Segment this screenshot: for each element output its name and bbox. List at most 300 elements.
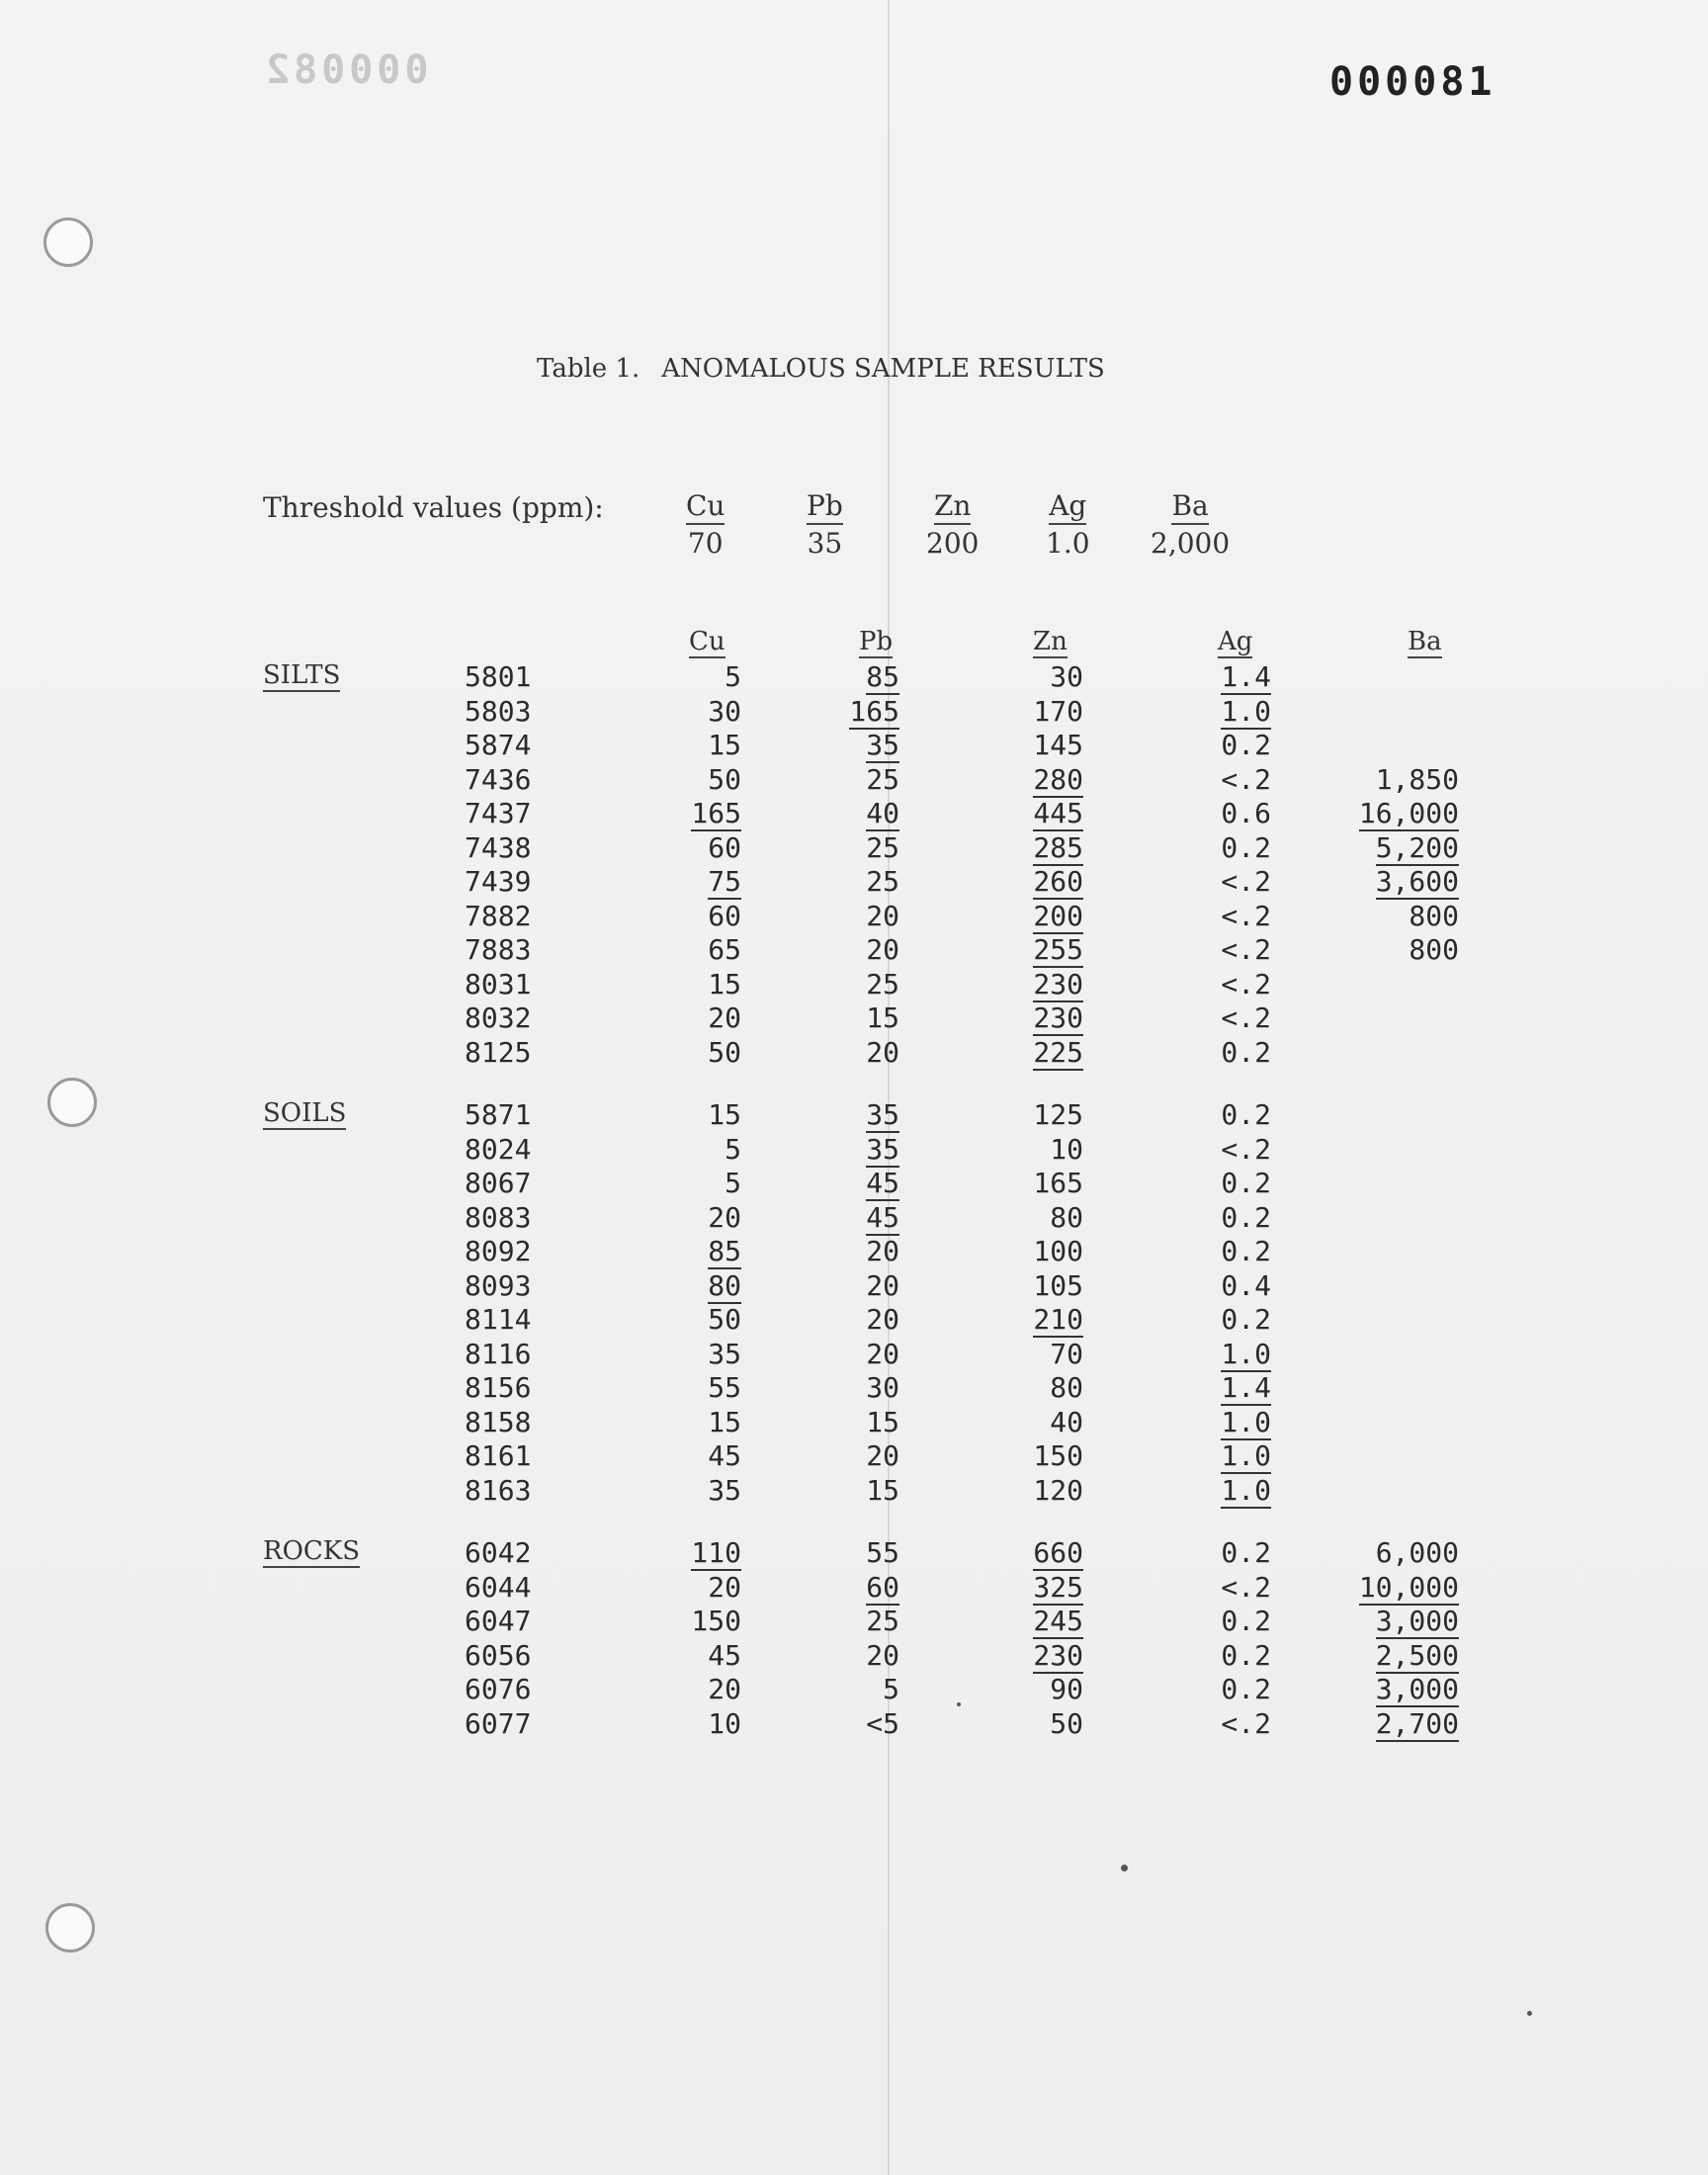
value-text: <.2 [1221,899,1271,932]
sample-id: 8161 [465,1439,532,1472]
value-ag [1166,729,1271,762]
value-text: 230 [1033,1001,1083,1034]
value-text: 20 [708,1673,741,1705]
table-row [0,1201,1708,1235]
value-cu [633,1536,741,1570]
value-zn [979,1439,1083,1473]
value-text: 16,000 [1358,797,1459,829]
value-pb [771,1639,899,1673]
value-pb [771,1235,899,1268]
value-pb [771,1406,899,1439]
value-text: 230 [1033,1638,1083,1672]
value-text: 45 [708,1439,741,1472]
value-pb [771,763,899,797]
sample-id: 7882 [465,899,532,932]
value-text: 60 [708,830,741,864]
value-ag [1166,1036,1271,1070]
value-text: 2,700 [1375,1706,1459,1740]
value-text: 20 [866,1035,899,1069]
value-ag [1166,865,1271,899]
value-ba [1324,1639,1459,1673]
value-pb [771,1536,899,1570]
table-row [0,1707,1708,1741]
threshold-value: 1.0 [1046,527,1090,560]
value-zn [979,1474,1083,1508]
sample-id: 7883 [465,933,532,966]
value-text: 0.2 [1221,729,1271,761]
table-row [0,1133,1708,1167]
value-text: 165 [1033,1167,1083,1199]
value-ag [1166,1303,1271,1337]
value-text: 50 [708,1035,741,1069]
punch-hole-top [43,218,93,267]
value-pb [771,695,899,729]
value-cu [633,933,741,967]
value-text: 5 [883,1673,899,1705]
value-pb [771,1133,899,1167]
table-row [0,1673,1708,1706]
value-cu [633,729,741,762]
value-text: 35 [866,1098,899,1131]
value-zn [979,660,1083,694]
sample-id: 8093 [465,1268,532,1302]
table-row [0,1474,1708,1508]
value-text: 20 [708,1200,741,1234]
value-ag [1166,1605,1271,1638]
value-cu [633,1303,741,1337]
value-ba [1324,763,1459,797]
value-text: 2,500 [1375,1638,1459,1672]
value-pb [771,1098,899,1132]
value-ag [1166,1639,1271,1673]
sample-id: 7438 [465,830,532,864]
value-zn [979,1707,1083,1741]
value-ag [1166,1098,1271,1132]
punch-hole-bottom [45,1903,95,1953]
value-text: <.2 [1221,762,1271,796]
table-caption: ANOMALOUS SAMPLE RESULTS [661,354,1105,384]
value-text: 30 [866,1371,899,1404]
sample-id: 8114 [465,1303,532,1336]
value-zn [979,1673,1083,1706]
sample-id: 6042 [465,1536,532,1569]
value-cu [633,900,741,933]
value-text: 110 [691,1536,741,1569]
value-text: <.2 [1221,933,1271,966]
value-zn [979,1235,1083,1268]
value-text: 15 [708,967,741,1000]
value-text: 85 [708,1235,741,1267]
value-text: 105 [1033,1268,1083,1302]
value-pb [771,968,899,1001]
value-zn [979,1098,1083,1132]
value-text: 80 [1050,1371,1083,1404]
value-pb [771,1036,899,1070]
value-pb [771,1707,899,1741]
value-text: 80 [708,1268,741,1302]
value-text: 0.2 [1221,1200,1271,1234]
value-text: 35 [708,1337,741,1370]
value-zn [979,968,1083,1001]
value-text: 15 [708,729,741,761]
value-text: <.2 [1221,1706,1271,1740]
value-text: 170 [1033,694,1083,728]
value-cu [633,1036,741,1070]
value-cu [633,660,741,694]
value-text: 0.2 [1221,1167,1271,1199]
value-ag [1166,1536,1271,1570]
value-ag [1166,1707,1271,1741]
value-ag [1166,1439,1271,1473]
sample-id: 5871 [465,1098,532,1131]
value-ag [1166,1474,1271,1508]
value-text: 25 [866,762,899,796]
value-text: 20 [866,1235,899,1267]
value-ba [1324,797,1459,830]
value-ag [1166,1406,1271,1439]
value-pb [771,1167,899,1200]
value-text: 0.2 [1221,1303,1271,1336]
value-ba [1324,900,1459,933]
sample-id: 8032 [465,1001,532,1034]
section-label-rocks: ROCKS [263,1536,361,1566]
value-text: 35 [708,1473,741,1507]
value-text: 50 [1050,1706,1083,1740]
value-text: 0.6 [1221,797,1271,829]
value-zn [979,1605,1083,1638]
value-text: 45 [866,1167,899,1199]
value-ag [1166,933,1271,967]
table-row [0,1303,1708,1337]
value-text: 15 [708,1098,741,1131]
value-pb [771,797,899,830]
table-row [0,1439,1708,1473]
table-row [0,968,1708,1001]
column-header-pb: Pb [859,627,894,656]
value-text: 50 [708,1303,741,1336]
value-text: 1.0 [1221,694,1271,728]
sample-id: 8092 [465,1235,532,1267]
table-row [0,865,1708,899]
value-cu [633,865,741,899]
value-text: <.2 [1221,1001,1271,1034]
value-zn [979,763,1083,797]
value-text: 80 [1050,1200,1083,1234]
value-ag [1166,797,1271,830]
table-title [537,354,1105,384]
table-row [0,1167,1708,1200]
value-ag [1166,900,1271,933]
sample-id: 6047 [465,1605,532,1637]
value-text: <.2 [1221,1570,1271,1604]
dust-speck [1121,1865,1128,1871]
value-text: 30 [708,694,741,728]
value-ag [1166,1673,1271,1706]
sample-id: 5874 [465,729,532,761]
value-text: 325 [1033,1570,1083,1604]
value-ba [1324,1605,1459,1638]
table-row [0,1098,1708,1132]
value-text: 230 [1033,967,1083,1000]
value-text: 55 [866,1536,899,1569]
value-ag [1166,968,1271,1001]
value-text: 660 [1033,1536,1083,1569]
value-zn [979,1406,1083,1439]
value-zn [979,729,1083,762]
table-row [0,1001,1708,1035]
section-label-soils: SOILS [263,1098,347,1128]
threshold-ag [1046,489,1090,560]
sample-id: 6077 [465,1706,532,1740]
value-cu [633,797,741,830]
value-text: 6,000 [1375,1536,1459,1569]
value-text: 25 [866,1605,899,1637]
value-pb [771,660,899,694]
value-text: 200 [1033,899,1083,932]
value-pb [771,1571,899,1605]
value-text: 280 [1033,762,1083,796]
dust-speck [957,1702,961,1706]
value-text: 255 [1033,933,1083,966]
value-text: 1,850 [1375,762,1459,796]
value-cu [633,1201,741,1235]
value-pb [771,865,899,899]
value-text: 1.0 [1221,1405,1271,1438]
table-row [0,1605,1708,1638]
column-header-zn: Zn [1033,627,1068,656]
value-ba [1324,865,1459,899]
value-text: 800 [1409,899,1459,932]
value-ag [1166,1167,1271,1200]
threshold-zn [926,489,979,560]
value-text: 0.2 [1221,1035,1271,1069]
sample-id: 6056 [465,1638,532,1672]
value-zn [979,900,1083,933]
value-zn [979,1571,1083,1605]
value-cu [633,1338,741,1371]
sample-id: 8024 [465,1132,532,1166]
threshold-element: Cu [686,489,725,525]
value-text: 150 [691,1605,741,1637]
threshold-value: 200 [926,527,980,560]
value-text: 800 [1409,933,1459,966]
sample-id: 7439 [465,865,532,898]
table-number: Table 1. [537,354,640,384]
value-zn [979,797,1083,830]
value-cu [633,1371,741,1405]
threshold-value: 70 [687,527,724,560]
value-pb [771,1673,899,1706]
value-text: 1.0 [1221,1439,1271,1472]
value-ba [1324,1571,1459,1605]
value-text: 65 [708,933,741,966]
threshold-element: Pb [807,489,843,525]
value-cu [633,1001,741,1035]
sample-id: 8156 [465,1371,532,1404]
value-text: 20 [866,1303,899,1336]
value-pb [771,1201,899,1235]
value-text: 40 [866,797,899,829]
value-text: <.2 [1221,967,1271,1000]
value-text: 10 [708,1706,741,1740]
fold-line [888,0,890,2175]
table-row [0,1639,1708,1673]
value-text: 35 [866,1132,899,1166]
value-text: <.2 [1221,865,1271,898]
value-text: 20 [866,1638,899,1672]
threshold-element: Ba [1171,489,1208,525]
table-row [0,831,1708,865]
value-ag [1166,1001,1271,1035]
value-cu [633,1439,741,1473]
threshold-element: Ag [1049,489,1086,525]
threshold-cu [686,489,725,560]
value-text: 125 [1033,1098,1083,1131]
value-text: 15 [708,1405,741,1438]
value-ag [1166,1133,1271,1167]
value-zn [979,1338,1083,1371]
value-text: 20 [708,1570,741,1604]
value-zn [979,1269,1083,1303]
value-cu [633,1571,741,1605]
sample-id: 8125 [465,1035,532,1069]
value-text: 120 [1033,1473,1083,1507]
column-header-ag: Ag [1218,627,1253,656]
table-row [0,729,1708,762]
column-header-cu: Cu [689,627,726,656]
value-text: 35 [866,729,899,761]
value-text: 15 [866,1473,899,1507]
bleed-through-number: 000082 [262,47,429,93]
value-text: 20 [866,1439,899,1472]
value-text: 1.0 [1221,1337,1271,1370]
value-text: 40 [1050,1405,1083,1438]
value-cu [633,1133,741,1167]
value-ag [1166,1269,1271,1303]
value-ba [1324,1536,1459,1570]
value-zn [979,1303,1083,1337]
value-cu [633,1673,741,1706]
value-pb [771,900,899,933]
table-row [0,1269,1708,1303]
value-pb [771,1605,899,1638]
sample-id: 6044 [465,1570,532,1604]
value-ba [1324,1673,1459,1706]
value-text: 100 [1033,1235,1083,1267]
value-text: 0.2 [1221,830,1271,864]
value-text: 20 [866,899,899,932]
value-ag [1166,831,1271,865]
column-header-ba: Ba [1408,627,1442,656]
value-text: 245 [1033,1605,1083,1637]
value-text: 150 [1033,1439,1083,1472]
threshold-label: Threshold values (ppm): [263,491,604,524]
table-row [0,763,1708,797]
value-text: 225 [1033,1035,1083,1069]
value-pb [771,1439,899,1473]
value-cu [633,763,741,797]
value-text: 5 [725,1132,741,1166]
value-text: 90 [1050,1673,1083,1705]
value-text: 285 [1033,830,1083,864]
value-text: 5 [725,660,741,693]
value-cu [633,1269,741,1303]
value-zn [979,1201,1083,1235]
value-cu [633,1235,741,1268]
value-zn [979,695,1083,729]
value-zn [979,933,1083,967]
table-row [0,695,1708,729]
value-ag [1166,1235,1271,1268]
value-text: 20 [866,933,899,966]
sample-id: 5803 [465,694,532,728]
sample-id: 8163 [465,1473,532,1507]
value-ag [1166,1371,1271,1405]
value-text: 20 [866,1268,899,1302]
value-ag [1166,660,1271,694]
value-zn [979,1371,1083,1405]
value-pb [771,1001,899,1035]
value-text: 0.2 [1221,1536,1271,1569]
value-text: 25 [866,830,899,864]
value-text: 0.2 [1221,1673,1271,1705]
value-text: 75 [708,865,741,898]
value-text: 1.4 [1221,1371,1271,1404]
value-zn [979,1167,1083,1200]
value-cu [633,831,741,865]
sample-id: 8067 [465,1167,532,1199]
table-row [0,1235,1708,1268]
value-text: 20 [866,1337,899,1370]
threshold-pb [807,489,843,560]
threshold-value: 2,000 [1151,527,1231,560]
table-row [0,1406,1708,1439]
value-text: 1.0 [1221,1473,1271,1507]
value-text: 165 [849,694,899,728]
sample-id: 8158 [465,1405,532,1438]
threshold-element: Zn [934,489,972,525]
value-text: 165 [691,797,741,829]
value-text: 15 [866,1001,899,1034]
table-row [0,660,1708,694]
value-zn [979,1133,1083,1167]
value-text: 260 [1033,865,1083,898]
value-text: 5 [725,1167,741,1199]
value-zn [979,1639,1083,1673]
value-zn [979,1536,1083,1570]
value-text: 25 [866,865,899,898]
value-text: 0.2 [1221,1235,1271,1267]
value-text: 45 [708,1638,741,1672]
value-text: 0.2 [1221,1638,1271,1672]
value-text: 5,200 [1375,830,1459,864]
value-text: 445 [1033,797,1083,829]
value-ag [1166,1571,1271,1605]
value-pb [771,933,899,967]
value-pb [771,729,899,762]
value-cu [633,1098,741,1132]
table-row [0,1036,1708,1070]
section-label-silts: SILTS [263,660,341,690]
table-row [0,1338,1708,1371]
value-ba [1324,831,1459,865]
value-text: 20 [708,1001,741,1034]
value-pb [771,831,899,865]
threshold-ba [1151,489,1230,560]
sample-id: 8031 [465,967,532,1000]
value-text: 30 [1050,660,1083,693]
value-text: 3,000 [1375,1605,1459,1637]
